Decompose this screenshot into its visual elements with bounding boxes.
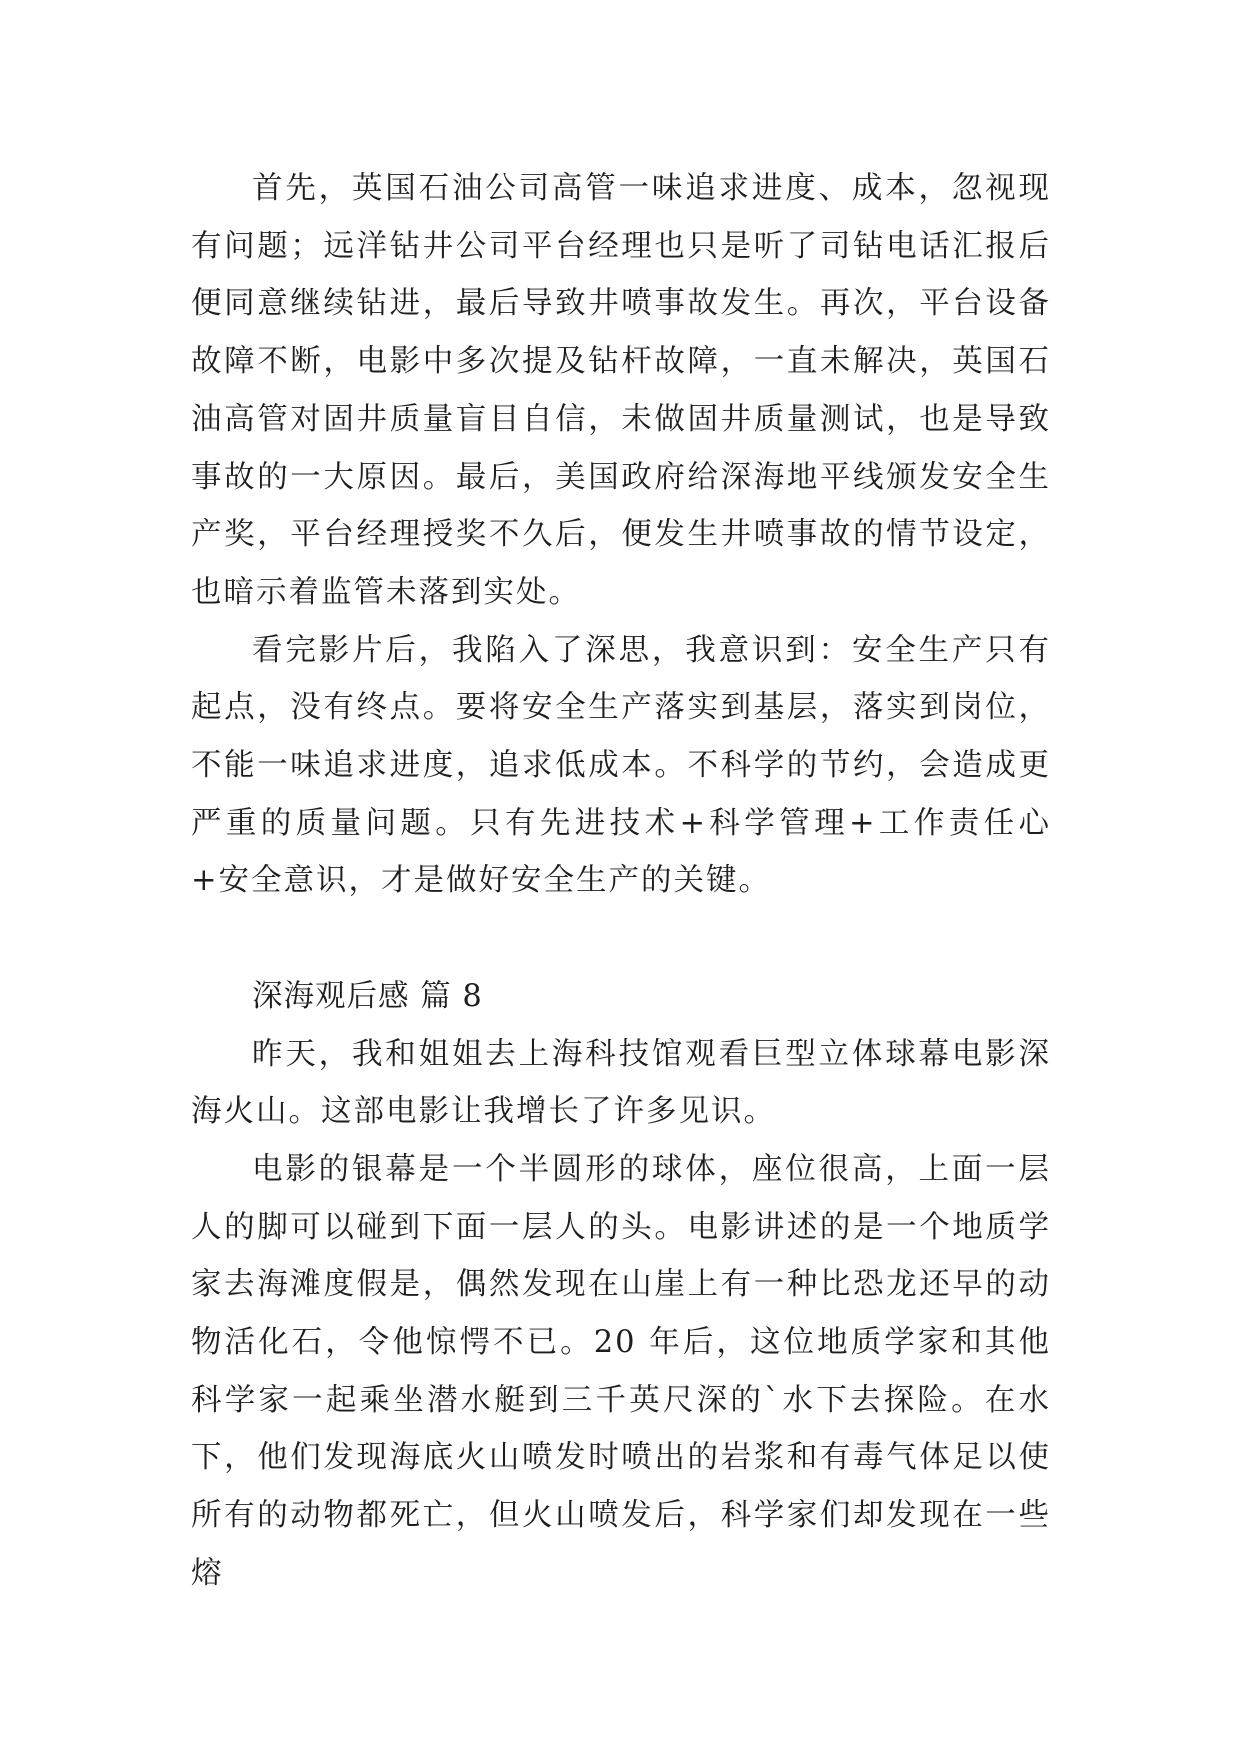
paragraph-intro: 昨天，我和姐姐去上海科技馆观看巨型立体球幕电影深海火山。这部电影让我增长了许多见识。 <box>191 1036 1051 1130</box>
paragraph-movie-story: 电影的银幕是一个半圆形的球体，座位很高，上面一层人的脚可以碰到下面一层人的头。电影讲述的是一个地质学家去海滩度假是，偶然发现在山崖上有一种比恐龙还早的动物活化石，令他惊愕不已。20 年后，这位地质学家和其他科学家一起乘坐潜水艇到三千英尺深的`水下去探险。在水下，他们发现海底火山喷发时喷出的岩浆和有毒气体足以使所有的动物都死亡，但火山喷发后，科学家们却发现在一些熔 <box>191 1151 1051 1591</box>
document-body <box>191 160 1051 1603</box>
paragraph-cause-analysis: 首先，英国石油公司高管一味追求进度、成本，忽视现有问题；远洋钻井公司平台经理也只是听了司钻电话汇报后便同意继续钻进，最后导致井喷事故发生。再次，平台设备故障不断，电影中多次提及钻杆故障，一直未解决，英国石油高管对固井质量盲目自信，未做固井质量测试，也是导致事故的一大原因。最后，美国政府给深海地平线颁发安全生产奖，平台经理授奖不久后，便发生井喷事故的情节设定，也暗示着监管未落到实处。 <box>191 171 1051 610</box>
paragraph-reflection: 看完影片后，我陷入了深思，我意识到：安全生产只有起点，没有终点。要将安全生产落实到基层，落实到岗位，不能一味追求进度，追求低成本。不科学的节约，会造成更严重的质量问题。只有先进技术+科学管理+工作责任心+安全意识，才是做好安全生产的关键。 <box>191 632 1051 899</box>
section-heading: 深海观后感 篇 8 <box>252 978 483 1014</box>
